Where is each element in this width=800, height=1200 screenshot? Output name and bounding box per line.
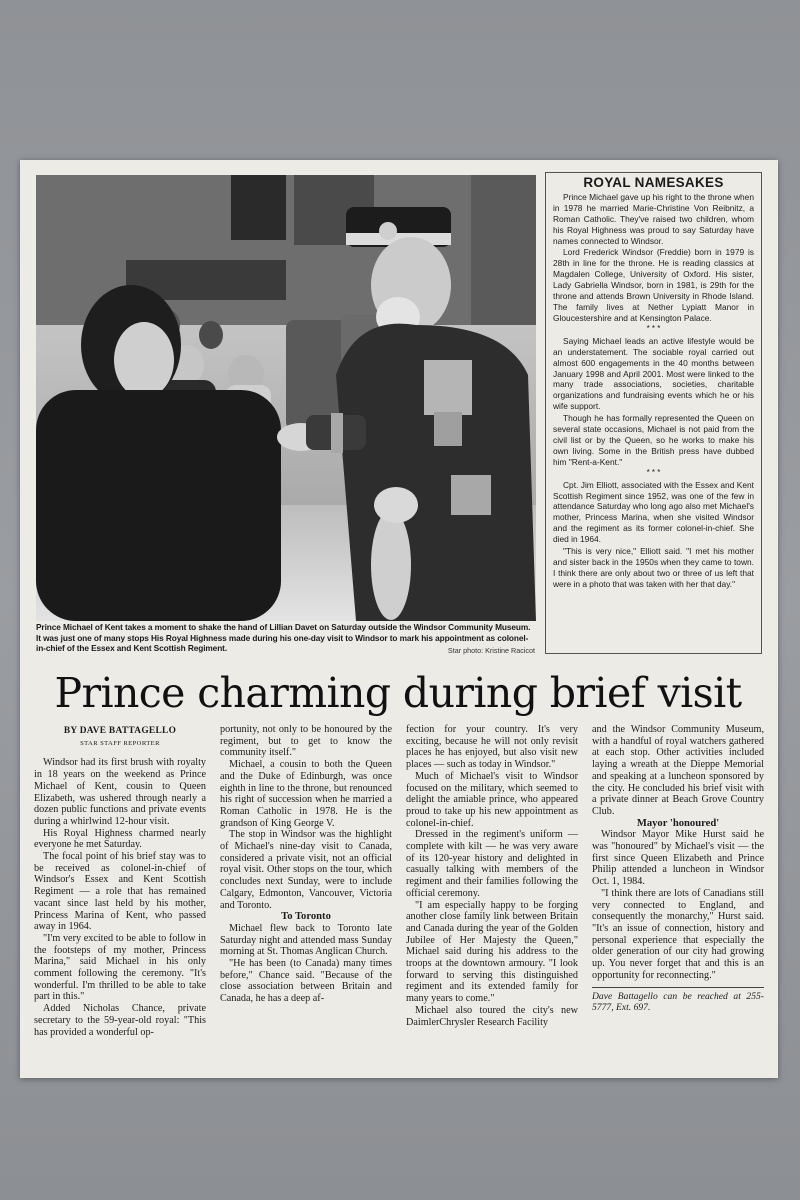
photo-caption: Prince Michael of Kent takes a moment to shake the hand of Lillian Davet on Saturday outside the Windsor Community Museum. It was just one of many stops His Royal Highness made during his one-day visit to Windsor to mark his appointment as colonel-in-chief of the Essex and Kent Scottish Regiment. — [36, 622, 531, 654]
article-paragraph: His Royal Highness charmed nearly everyone he met Saturday. — [34, 827, 206, 851]
section-divider: * * * — [646, 467, 661, 477]
subheading: To Toronto — [281, 911, 331, 923]
article-column-3 — [406, 724, 578, 1028]
byline-title: STAR STAFF REPORTER — [80, 739, 160, 747]
article-paragraph: Windsor Mayor Mike Hurst said he was "honoured" by Michael's visit — the first since Queen Elizabeth and Prince Philip attended a luncheon in Windsor Oct. 1, 1984. — [592, 829, 764, 888]
article-paragraph: Added Nicholas Chance, private secretary to the 59-year-old royal: "This has provided a wonderful op- — [34, 1003, 206, 1038]
sidebar-paragraph: Lord Frederick Windsor (Freddie) born in 1979 is 28th in line for the throne. He is reading classics at Magdalen College, University of Oxford. His sister, Lady Gabriella Windsor, born in 1981, is 29th for the throne and attends Brown University in Rhode Island. The family lives at Nether Lypiatt Manor in Gloucestershire and at Kensington Palace. — [553, 247, 754, 323]
article-paragraph: Michael, a cousin to both the Queen and the Duke of Edinburgh, was once eighth in line to the throne, but renounced his right of succession when he married a Roman Catholic in 1978. He is the grandson of King George V. — [220, 759, 392, 829]
article-paragraph: "He has been (to Canada) many times before," Chance said. "Because of the close association between Britain and Canada, he has a deep af- — [220, 958, 392, 1005]
article-paragraph: "I am especially happy to be forging another close family link between Britain and Canada during the year of the Golden Jubilee of Her Majesty the Queen," Michael said during his address to the troops at the downtown armoury. "I look forward to serving this distinguished regiment and its extended family for many years to come." — [406, 899, 578, 1005]
sidebar-paragraph: Prince Michael gave up his right to the throne when in 1978 he married Marie-Christine Von Reibnitz, a Roman Catholic. They've raised two children, whom his Royal Highness was proud to say Saturday have names connected to Windsor. — [553, 191, 754, 246]
article-paragraph: "I think there are lots of Canadians still very connected to England, and consequently the monarchy," Hurst said. "It's an issue of connection, history and personal experience that especially the older generation of our city had growing up. You never forget that and this is an opportunity for reconnecting." — [592, 887, 764, 981]
sidebar-title: ROYAL NAMESAKES — [583, 175, 724, 190]
article-column-2 — [220, 724, 392, 1005]
photo-illustration — [36, 175, 536, 621]
article-body — [34, 724, 774, 1078]
article-paragraph: "I'm very excited to be able to follow in the footsteps of my mother, Princess Marina," said Michael in his only comment following the ceremony. "It's wonderful. I'm thrilled to be able to take part in this." — [34, 932, 206, 1003]
article-headline: Prince charming during brief visit — [54, 669, 742, 717]
sidebar-paragraph: Though he has formally represented the Queen on several state occasions, Michael is not paid from the civil list or by the Queen, so he works to make his own living. Some in the British press have dubbed him "Rent-a-Kent." — [553, 413, 754, 467]
reporter-contact: Dave Battagello can be reached at 255-5777, Ext. 697. — [592, 987, 764, 1013]
article-paragraph: portunity, not only to be honoured by the regiment, but to get to know the community itself." — [220, 724, 392, 759]
article-paragraph: Michael also toured the city's new DaimlerChrysler Research Facility — [406, 1004, 578, 1028]
article-paragraph: Michael flew back to Toronto late Saturday night and attended mass Sunday morning at St. Thomas Anglican Church. — [220, 922, 392, 958]
article-paragraph: Windsor had its first brush with royalty in 18 years on the weekend as Prince Michael of Kent, cousin to Queen Elizabeth, was ushered through nearly a dozen public functions and private events during a whirlwind 12-hour visit. — [34, 757, 206, 827]
sidebar-royal-namesakes — [545, 172, 762, 654]
article-paragraph: and the Windsor Community Museum, with a handful of royal watchers gathered at each stop. Other activities included laying a wreath at the Dieppe Memorial and speaking at a luncheon sponsored by the city. He concluded his brief visit with a private dinner at Beach Grove Country Club. — [592, 724, 764, 817]
article-paragraph: Much of Michael's visit to Windsor focused on the military, which seemed to delight the amiable prince, who appeared proud to take up his new appointment as colonel-in-chief. — [406, 770, 578, 829]
article-paragraph: The focal point of his brief stay was to be received as colonel-in-chief of Windsor's Essex and Kent Scottish Regiment — a role that has remained vacant since last held by his mother, Princess Marina of Kent, who passed away in 1964. — [34, 851, 206, 933]
article-paragraph: fection for your country. It's very exciting, because he will not only revisit places he has enjoyed, but also visit new places — such as today in Windsor." — [406, 724, 578, 771]
article-paragraph: The stop in Windsor was the highlight of Michael's nine-day visit to Canada, considered a private visit, not an official royal visit. Other stops on the tour, which concludes next Sunday, were to include Calgary, Edmonton, Vancouver, Victoria and Toronto. — [220, 829, 392, 911]
subheading: Mayor 'honoured' — [636, 817, 720, 829]
newspaper-clipping — [20, 160, 778, 1078]
sidebar-paragraph: Cpt. Jim Elliott, associated with the Essex and Kent Scottish Regiment since 1952, was one of the few in attendance Saturday who long ago also met Michael's mother, Princess Marina, when she visited Windsor and the regiment as its former colonel-in-chief. She died in 1964. — [553, 479, 754, 545]
photo-credit: Star photo: Kristine Racicot — [447, 646, 535, 655]
section-divider: * * * — [646, 323, 661, 333]
article-column-4 — [592, 724, 764, 1013]
news-photo — [36, 175, 536, 621]
article-paragraph: Dressed in the regiment's uniform — complete with kilt — he was very aware of its 120-year history and delighted in casually talking with members of the regiment and their families following the official ceremony. — [406, 829, 578, 899]
article-column-1 — [34, 724, 206, 1038]
sidebar-paragraph: "This is very nice," Elliott said. "I met his mother and sister back in the 1950s when they came to town. I think there are only about two or three of us left that were in a photo that was taken with her that day." — [553, 546, 754, 589]
sidebar-paragraph: Saying Michael leads an active lifestyle would be an understatement. The sociable royal carried out almost 600 engagements in the 40 months between January 1998 and April 2001. Most were linked to the many trade associations, societies, charitable organizations and fundraising events which he or his wife support. — [553, 335, 754, 412]
byline: BY DAVE BATTAGELLO — [63, 726, 177, 736]
